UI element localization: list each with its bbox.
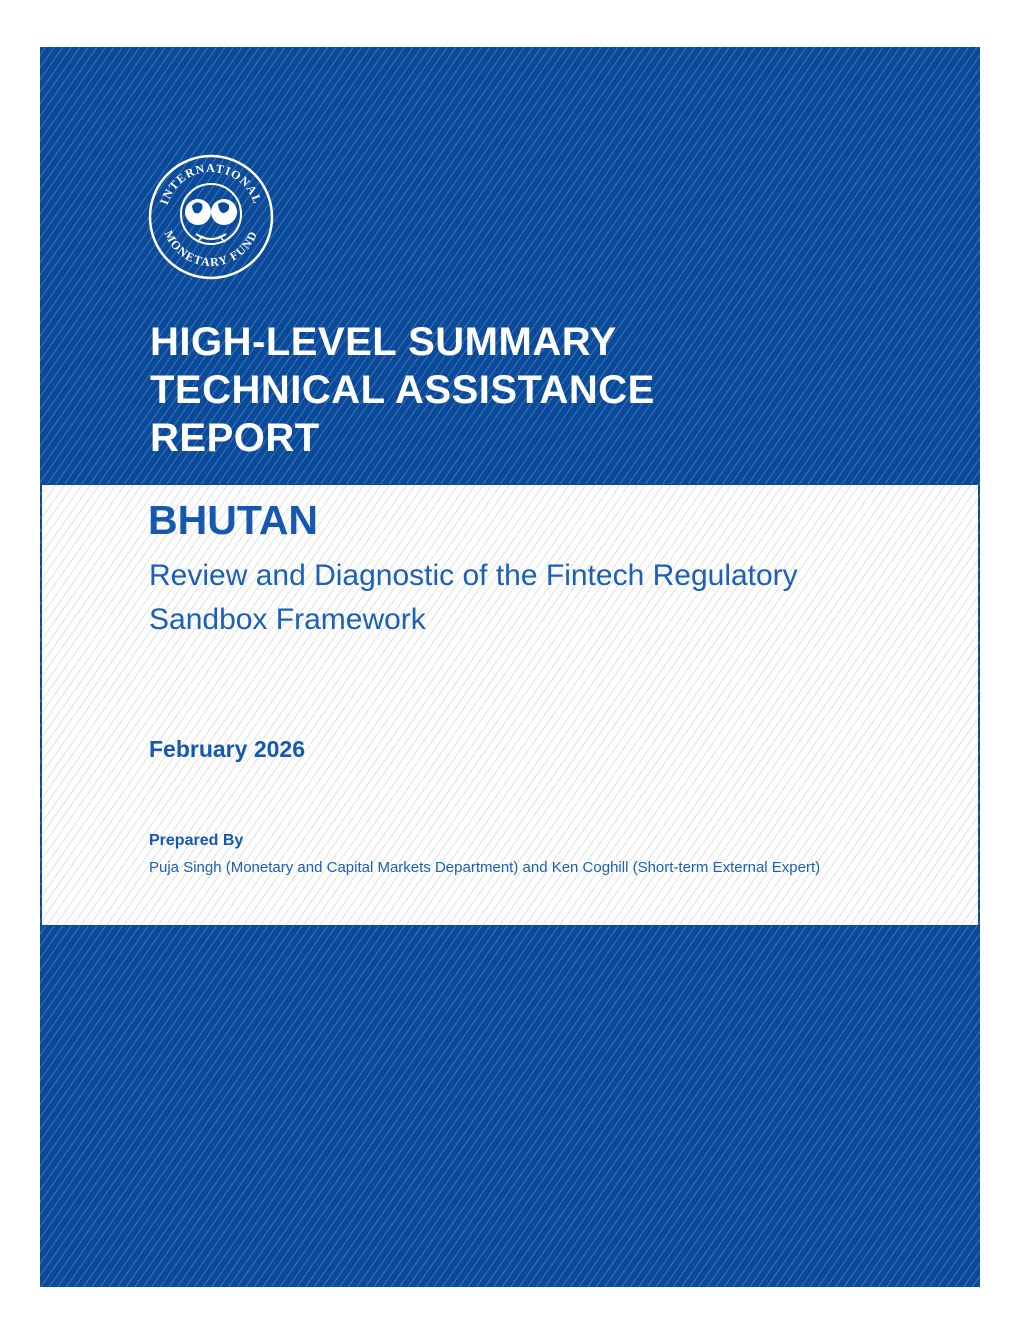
report-date: February 2026 bbox=[149, 736, 305, 762]
report-subtitle-line-1: Review and Diagnostic of the Fintech Regulatory bbox=[149, 559, 798, 592]
imf-seal-logo bbox=[148, 154, 274, 280]
report-title bbox=[150, 318, 930, 462]
svg-text:MONETARY FUND bbox=[162, 228, 261, 269]
report-subtitle-line-2: Sandbox Framework bbox=[149, 603, 426, 636]
authors-text: Puja Singh (Monetary and Capital Markets Department) and Ken Coghill (Short-term External Expert) bbox=[149, 859, 821, 876]
prepared-by-label: Prepared By bbox=[149, 832, 244, 849]
report-title-line-3: REPORT bbox=[150, 416, 320, 460]
report-title-line-1: HIGH-LEVEL SUMMARY bbox=[150, 320, 617, 364]
logo-text-bottom: MONETARY FUND bbox=[161, 228, 261, 270]
logo-text-top: INTERNATIONAL bbox=[157, 160, 265, 207]
report-title-line-2: TECHNICAL ASSISTANCE bbox=[150, 368, 655, 412]
report-subtitle bbox=[149, 554, 969, 642]
country-name: BHUTAN bbox=[148, 497, 319, 543]
imf-seal-icon bbox=[148, 154, 274, 280]
